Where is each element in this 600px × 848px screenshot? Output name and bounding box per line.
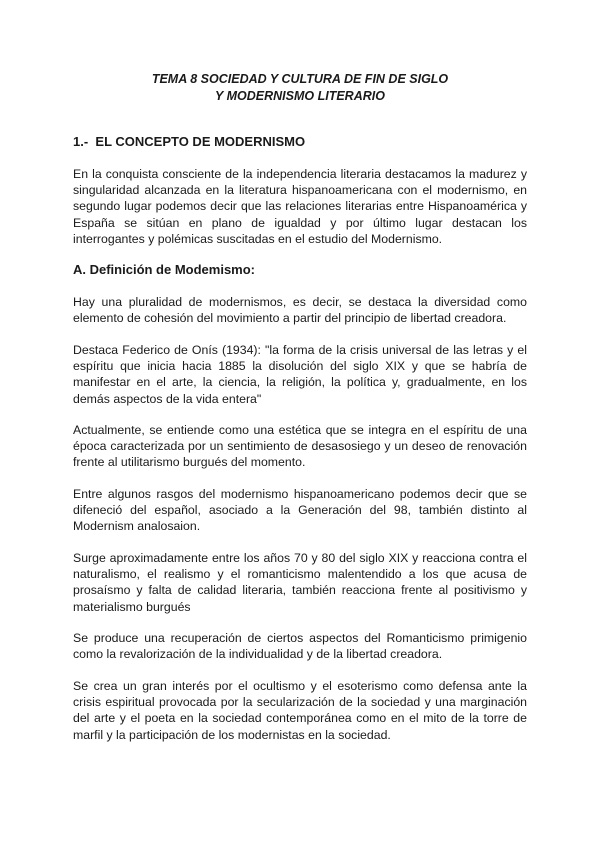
paragraph-rasgos: Entre algunos rasgos del modernismo hispanoamericano podemos decir que se difeneció del español, asociado a la Generación del 98, también distinto al Modernism analosaion. bbox=[73, 487, 527, 534]
title-line-2: Y MODERNISMO LITERARIO bbox=[215, 89, 385, 103]
subsection-heading: A. Definición de Modemismo: bbox=[73, 262, 256, 277]
paragraph-pluralidad: Hay una pluralidad de modernismos, es decir, se destaca la diversidad como elemento de cohesión del movimiento a partir del principio de libertad creadora. bbox=[73, 295, 527, 326]
title-line-1: TEMA 8 SOCIEDAD Y CULTURA DE FIN DE SIGLO bbox=[151, 72, 449, 86]
paragraph-surge: Surge aproximadamente entre los años 70 y 80 del siglo XIX y reacciona contra el naturalismo, el realismo y el romanticismo malentendido a los que acusa de prosaísmo y falta de calidad literaria, también reacciona frente al positivismo y materialismo burgués bbox=[73, 551, 527, 614]
intro-paragraph: En la conquista consciente de la independencia literaria destacamos la madurez y singularidad alcanzada en la literatura hispanoamericana con el modernismo, en segundo lugar podemos decir que las relaciones literarias entre Hispanoamérica y España se sitúan en plano de igualdad y por último lugar destacan los interrogantes y polémicas suscitadas en el estudio del Modernismo. bbox=[73, 167, 527, 246]
paragraph-onis-quote: Destaca Federico de Onís (1934): "la forma de la crisis universal de las letras y el espíritu que inicia hacia 1885 la disolución del siglo XIX y que se habría de manifestar en el arte, la ciencia, la religión, la política y, gradualmente, en los demás aspectos de la vida entera" bbox=[73, 343, 527, 406]
paragraph-estetica: Actualmente, se entiende como una estética que se integra en el espíritu de una época caracterizada por un sentimiento de desasosiego y un deseo de renovación frente al utilitarismo burgués del momento. bbox=[73, 423, 527, 470]
document-title bbox=[0, 71, 600, 105]
section-heading: 1.- EL CONCEPTO DE MODERNISMO bbox=[73, 134, 306, 149]
paragraph-romanticismo: Se produce una recuperación de ciertos aspectos del Romanticismo primigenio como la revalorización de la individualidad y de la libertad creadora. bbox=[73, 631, 527, 662]
paragraph-ocultismo: Se crea un gran interés por el ocultismo y el esoterismo como defensa ante la crisis espiritual provocada por la secularización de la sociedad y una marginación del arte y el poeta en la sociedad contemporánea como en el mito de la torre de marfil y la participación de los modernistas en la sociedad. bbox=[73, 679, 527, 742]
